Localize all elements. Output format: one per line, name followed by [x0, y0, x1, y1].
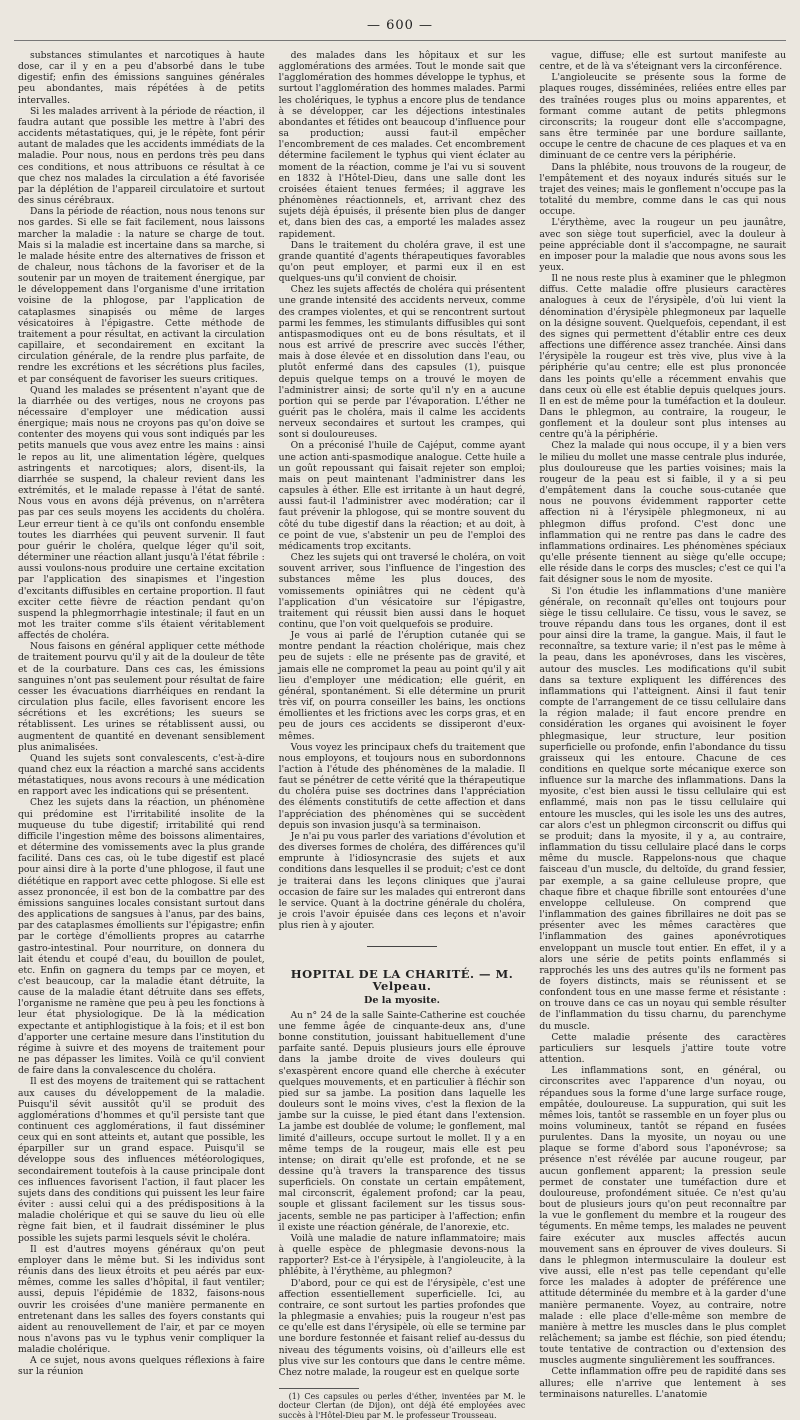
section-subtitle: De la myosite.	[364, 994, 441, 1006]
paragraph: Cette inflammation offre peu de rapidité dans ses allures; elle n'arrive que lentement à ses terminaisons naturelles. L'anatomie	[539, 1366, 787, 1400]
paragraph: Je n'ai pu vous parler des variations d'évolution et des diverses formes de choléra, des différences qu'il emprunte à l'idiosyncrasie des sujets et aux conditions dans lesquelles il se produit; c'est ce dont je traiterai dans les leçons cliniques que j'aurai occasion de faire sur les malades qui entreront dans le service. Quant à la doctrine générale du choléra, je crois l'avoir épuisée dans ces leçons et n'avoir plus rien à y ajouter.	[278, 830, 526, 932]
paragraph: Vous voyez les principaux chefs du traitement que nous employons, et toujours nous en subordonnons l'action à l'étude des phénomènes de la maladie. Il faut se pénétrer de cette vérité que la thérapeutique du choléra puise ses doctrines dans l'appréciation des éléments constitutifs de cette affection et dans l'appréciation des phénomènes qui se succèdent depuis son invasion jusqu'à sa terminaison.	[278, 741, 526, 831]
paragraph: Chez les sujets affectés de choléra qui présentent une grande intensité des accidents nerveux, comme des crampes violentes, et qui se rencontrent surtout parmi les femmes, les stimulants diffusibles qui sont antispasmodiques ont eu de bons résultats, et il nous est arrivé de prescrire avec succès l'éther, mais à dose élevée et en dissolution dans l'eau, ou plutôt enfermé dans des capsules (1), puisque depuis quelque temps on a trouvé le moyen de l'administrer ainsi; de sorte qu'il n'y en a aucune portion qui se perde par l'évaporation. L'éther ne guérit pas le choléra, mais il calme les accidents nerveux secondaires et surtout les crampes, qui sont si douloureuses.	[278, 284, 526, 441]
page-number: — 600 —	[366, 18, 434, 33]
section-ornament	[279, 941, 526, 949]
footnote	[279, 1392, 526, 1420]
column-left	[18, 50, 265, 1378]
paragraph: Dans le traitement du choléra grave, il est une grande quantité d'agents thérapeutiques favorables qu'on peut employer, et parmi eux il en est quelques-uns qu'il convient de choisir.	[278, 239, 526, 285]
paragraph: Si l'on étudie les inflammations d'une manière générale, on reconnaît qu'elles ont toujours pour siège le tissu cellulaire. Ce tissu, vous le savez, se trouve répandu dans tous les organes, dont il est pour ainsi dire la trame, la gangue. Mais, il faut le reconnaître, sa texture varie; il n'est pas le même à la peau, dans les aponévroses, dans les viscères, autour des muscles. Les modifications qu'il subit dans sa texture expliquent les différences des inflammations qui l'atteignent. Ainsi il faut tenir compte de l'arrangement de ce tissu cellulaire dans la région malade; il faut encore prendre en considération les organes qui avoisinent le foyer phlegmasique, leur structure, leur position superficielle ou profonde, enfin l'abondance du tissu graisseux qui les entoure. Chacune de ces conditions en quelque sorte mécanique exerce son influence sur la marche des inflammations. Dans la myosite, c'est bien aussi le tissu cellulaire qui est enflammé, mais non pas le tissu cellulaire qui entoure les muscles, qui les isole les uns des autres, car alors c'est un phlegmon circonscrit ou diffus qui se produit; dans la myosite, il y a, au contraire, inflammation du tissu cellulaire placé dans le corps même du muscle. Rappelons-nous que chaque faisceau d'un muscle, du deltoïde, du grand fessier, par exemple, a sa gaine celluleuse propre, que chaque fibre et chaque fibrille sont entourées d'une enveloppe celluleuse. On comprend que l'inflammation des gaines fibrillaires ne doit pas se présenter avec les mêmes caractères que l'inflammation des gaines aponévrotiques enveloppant un muscle tout entier. En effet, il y a alors une série de petits points enflammés si rapprochés les uns des autres qu'ils ne forment pas de foyers distincts, mais se réunissent et se confondent tous en une masse ferme et résistante : on trouve dans ce cas un noyau qui semble résulter de l'inflammation du tissu charnu, du parenchyme du muscle.	[539, 585, 787, 1032]
column-middle	[278, 50, 526, 1420]
paragraph: Quand les malades se présentent n'ayant que de la diarrhée ou des vertiges, nous ne croyons pas nécessaire d'employer une médication aussi énergique; mais nous ne croyons pas qu'on doive se contenter des moyens qui vous sont indiqués par les petits manuels que vous avez entre les mains : ainsi le repos au lit, une alimentation légère, quelques astringents et narcotiques; alors, disent-ils, la diarrhée se suspend, la chaleur revient dans les extrémités, et le malade repasse à l'état de santé. Nous vous en avons déjà prévenus, on n'arrêtera pas par ces seuls moyens les accidents du choléra. Leur erreur tient à ce qu'ils ont confondu ensemble toutes les diarrhées qui peuvent survenir. Il faut pour guérir le choléra, quelque léger qu'il soit, déterminer une réaction allant jusqu'à l'état fébrile : aussi voulons-nous produire une certaine excitation par l'application des sinapismes et l'ingestion d'excitants diffusibles en certaine proportion. Il faut exciter cette fièvre de réaction pendant qu'on suspend la phlegmorrhagie intestinale; il faut en un mot les traiter comme s'ils étaient véritablement affectés de choléra.	[18, 384, 265, 642]
paragraph: Il est d'autres moyens généraux qu'on peut employer dans le même but. Si les individus sont réunis dans des lieux étroits et peu aérés par eux-mêmes, comme les salles d'hôpital, il faut ventiler; aussi, depuis l'épidémie de 1832, faisons-nous ouvrir les croisées d'une manière permanente en entretenant dans les salles des foyers constants qui aident au renouvellement de l'air, et par ce moyen nous n'avons pas vu le typhus venir compliquer la maladie cholérique.	[18, 1243, 265, 1356]
header-rule	[14, 40, 786, 41]
paragraph: Quand les sujets sont convalescents, c'est-à-dire quand chez eux la réaction a marché sans accidents métastatiques, nous avons recours à une médication en rapport avec les indications qui se présentent.	[18, 752, 265, 798]
paragraph: des malades dans les hôpitaux et sur les agglomérations des armées. Tout le monde sait que l'agglomération des hommes développe le typhus, et surtout l'agglomération des hommes malades. Parmi les cholériques, le typhus a encore plus de tendance à se développer, car les déjections intestinales abondantes et fétides ont beaucoup d'influence pour sa production; aussi faut-il empêcher l'encombrement de ces malades. Cet encombrement détermine facilement le typhus qui vient éclater au moment de la réaction, comme je l'ai vu si souvent en 1832 à l'Hôtel-Dieu, dans une salle dont les croisées étaient tenues fermées; il aggrave les phénomènes réactionnels, et, arrivant chez des sujets déjà épuisés, il présente bien plus de danger et, dans bien des cas, a emporté les malades assez rapidement.	[278, 50, 526, 240]
paragraph: Chez la malade qui nous occupe, il y a bien vers le milieu du mollet une masse centrale plus indurée, plus douloureuse que les parties voisines; mais la rougeur de la peau est si faible, il y a si peu d'empâtement dans la couche sous-cutanée que nous ne pouvons évidemment rapporter cette affection ni à l'érysipèle phlegmoneux, ni au phlegmon diffus profond. C'est donc une inflammation qui ne rentre pas dans le cadre des inflammations ordinaires. Les phénomènes spéciaux qu'elle présente tiennent au siège qu'elle occupe; elle réside dans le corps des muscles; c'est ce qui l'a fait désigner sous le nom de myosite.	[539, 440, 787, 586]
paragraph: A ce sujet, nous avons quelques réflexions à faire sur la réunion	[18, 1355, 265, 1378]
paragraph: vague, diffuse; elle est surtout manifeste au centre, et de là va s'éteignant vers la circonférence.	[539, 50, 787, 73]
footnote-rule	[279, 1388, 359, 1389]
paragraph: Je vous ai parlé de l'éruption cutanée qui se montre pendant la réaction cholérique, mais chez peu de sujets : elle ne présente pas de gravité, et jamais elle ne compromet la peau au point qu'il y ait lieu d'employer une médication; elle guérit, en général, spontanément. Si elle détermine un prurit très vif, on pourra conseiller les bains, les onctions émollientes et les frictions avec les corps gras, et en peu de jours ces accidents se dissiperont d'eux-mêmes.	[278, 630, 526, 742]
text-columns	[18, 50, 787, 1420]
paragraph: substances stimulantes et narcotiques à haute dose, car il y en a peu d'absorbé dans le tube digestif; enfin des émissions sanguines générales peu abondantes, mais répétées à de petits intervalles.	[18, 50, 265, 106]
paragraph: Si les malades arrivent à la période de réaction, il faudra autant que possible les mettre à l'abri des accidents métastatiques, qui, je le répète, font périr autant de malades que les accidents immédiats de la maladie. Pour nous, nous en perdons très peu dans ces conditions, et nous attribuons ce résultat à ce que chez nos malades la circulation a été favorisée par la déplétion de l'appareil circulatoire et surtout des sinus cérébraux.	[18, 105, 265, 207]
paragraph: Dans la phlébite, nous trouvons de la rougeur, de l'empâtement et des noyaux indurés situés sur le trajet des veines; mais le gonflement n'occupe pas la totalité du membre, comme dans le cas qui nous occupe.	[539, 161, 787, 218]
paragraph: L'érythème, avec la rougeur un peu jaunâtre, avec son siège tout superficiel, avec la douleur à peine appréciable dont il s'accompagne, ne saurait en imposer pour la maladie que nous avons sous les yeux.	[539, 217, 787, 273]
column-right	[539, 50, 787, 1400]
paragraph: Voilà une maladie de nature inflammatoire; mais à quelle espèce de phlegmasie devons-nous la rapporter? Est-ce à l'érysipèle, à l'angioleucite, à la phlébite, à l'érythème, au phlegmon?	[278, 1232, 526, 1278]
paragraph: Les inflammations sont, en général, ou circonscrites avec l'apparence d'un noyau, ou répandues sous la forme d'une large surface rouge, empâtée, douloureuse. La suppuration, qui suit les mêmes lois, tantôt se rassemble en un foyer plus ou moins volumineux, tantôt se répand en fusées purulentes. Dans la myosite, un noyau ou une plaque se forme d'abord sous l'aponévrose; sa présence n'est révélée par aucune rougeur, par aucun gonflement apparent; la pression seule permet de constater une tuméfaction dure et douloureuse, profondément située. Ce n'est qu'au bout de plusieurs jours qu'on peut reconnaître par la vue le gonflement du membre et la rougeur des téguments. En même temps, les malades ne peuvent faire exécuter aux muscles affectés aucun mouvement sans en éprouver de vives douleurs. Si dans le phlegmon intermusculaire la douleur est vive aussi, elle n'est pas telle cependant qu'elle force les malades à adopter de préférence une attitude déterminée du membre et à la garder d'une manière permanente. Voyez, au contraire, notre malade : elle place d'elle-même son membre de manière à mettre les muscles dans le plus complet relâchement; sa jambe est fléchie, son pied étendu; toute tentative de contraction ou d'extension des muscles augmente singulièrement les souffrances.	[539, 1065, 787, 1367]
paragraph: L'angioleucite se présente sous la forme de plaques rouges, disséminées, reliées entre elles par des traînées rouges plus ou moins apparentes, et formant comme autant de petits phlegmons circonscrits; la rougeur dont elle s'accompagne, sans être terminée par une bordure saillante, occupe le centre de chacune de ces plaques et va en diminuant de ce centre vers la périphérie.	[539, 72, 787, 162]
paragraph: Il ne nous reste plus à examiner que le phlegmon diffus. Cette maladie offre plusieurs caractères analogues à ceux de l'érysipèle, d'où lui vient la dénomination d'érysipèle phlegmoneux par laquelle on la désigne souvent. Quelquefois, cependant, il est des signes qui permettent d'établir entre ces deux affections une différence assez tranchée. Ainsi dans l'érysipèle la rougeur est très vive, plus vive à la périphérie qu'au centre; elle est plus prononcée dans les points qu'elle a récemment envahis que dans ceux où elle est établie depuis quelques jours. Il en est de même pour la tuméfaction et la douleur. Dans le phlegmon, au contraire, la rougeur, le gonflement et la douleur sont plus intenses au centre qu'à la périphérie.	[539, 273, 787, 441]
footnote-text: (1) Ces capsules ou perles d'éther, inventées par M. le docteur Clertan (de Dijon), ont déjà été employées avec succès à l'Hôtel-Dieu par M. le professeur Trousseau.	[278, 1391, 526, 1420]
paragraph: Nous faisons en général appliquer cette méthode de traitement pourvu qu'il y ait de la douleur de tête et de la courbature. Dans ces cas, les émissions sanguines n'ont pas seulement pour résultat de faire cesser les évacuations diarrhéiques en rendant la circulation plus facile, elles favorisent encore les sécrétions et les excrétions; les sueurs se rétablissent. Les urines se rétablissent aussi, ou augmentent de quantité en devenant sensiblement plus animalisées.	[18, 641, 265, 753]
paragraph: Chez les sujets dans la réaction, un phénomène qui prédomine est l'irritabilité insolite de la muqueuse du tube digestif; irritabilité qui rend difficile l'ingestion même des boissons alimentaires, et détermine des vomissements avec la plus grande facilité. Dans ces cas, où le tube digestif est placé pour ainsi dire à la porte d'une phlogose, il faut une diététique en rapport avec cette phlogose. Si elle est assez prononcée, il est bon de la combattre par des émissions sanguines locales consistant surtout dans des applications de sangsues à l'anus, par des bains, par des cataplasmes émollients sur l'épigastre; enfin par le cortège d'émollients propres au catarrhe gastro-intestinal. Pour nourriture, on donnera du lait étendu et coupé d'eau, du bouillon de poulet, etc. Enfin on gagnera du temps par ce moyen, et c'est beaucoup, car la maladie étant détruite, la cause de la maladie étant détruite dans ses effets, l'organisme ne ramène que peu à peu les fonctions à leur état physiologique. De là la médication expectante et antiphlogistique à la fois; et il est bon d'apporter une certaine mesure dans l'institution du régime à suivre et des moyens de traitement pour ne pas dépasser les limites. Voilà ce qu'il convient de faire dans la convalescence du choléra.	[18, 797, 265, 1077]
page-header	[14, 6, 786, 32]
paragraph: Il est des moyens de traitement qui se rattachent aux causes du développement de la maladie. Puisqu'il sévit aussitôt qu'il se produit des agglomérations d'hommes et qu'il persiste tant que continuent ces agglomérations, il faut disséminer ceux qui en sont atteints et, autant que possible, les éparpiller sur un grand espace. Puisqu'il se développe sous des influences météorologiques, secondairement toutefois à la cause principale dont ces influences favorisent l'action, il faut placer les sujets dans des conditions qui puissent les leur faire éviter : aussi celui qui a des prédispositions à la maladie cholérique et qui se sauve du lieu où elle règne fait bien, et il faudrait disséminer le plus possible les sujets parmi lesquels sévit le choléra.	[18, 1076, 265, 1244]
paragraph: Dans la période de réaction, nous nous tenons sur nos gardes. Si elle se fait facilement, nous laissons marcher la maladie : la nature se charge de tout. Mais si la maladie est incertaine dans sa marche, si le malade hésite entre des alternatives de frisson et de chaleur, nous tâchons de la favoriser et de la soutenir par un moyen de traitement énergique, par le développement dans l'organisme d'une irritation voisine de la phlogose, par l'application de cataplasmes sinapisés ou même de larges vésicatoires à l'épigastre. Cette méthode de traitement a pour résultat, en activant la circulation capillaire, et secondairement en excitant la circulation générale, de la rendre plus parfaite, de rendre les excrétions et les sécrétions plus faciles, et par conséquent de favoriser les sueurs critiques.	[18, 206, 265, 385]
paragraph: Au n° 24 de la salle Sainte-Catherine est couchée une femme âgée de cinquante-deux ans, d'une bonne constitution, jouissant habituellement d'une parfaite santé. Depuis plusieurs jours elle éprouve dans la jambe droite de vives douleurs qui s'exaspèrent encore quand elle cherche à exécuter quelques mouvements, et en particulier à fléchir son pied sur sa jambe. La position dans laquelle les douleurs sont le moins vives, c'est la flexion de la jambe sur la cuisse, le pied étant dans l'extension. La jambe est doublée de volume; le gonflement, mal limité d'ailleurs, occupe surtout le mollet. Il y a en même temps de la rougeur, mais elle est peu intense; on dirait qu'elle est profonde, et ne se dessine qu'à travers la transparence des tissus superficiels. On constate un certain empâtement, mal circonscrit, également profond; car la peau, souple et glissant facilement sur les tissus sous-jacents, semble ne pas participer à l'affection; enfin il existe une réaction générale, de l'anorexie, etc.	[278, 1009, 526, 1233]
paragraph: D'abord, pour ce qui est de l'érysipèle, c'est une affection essentiellement superficielle. Ici, au contraire, ce sont surtout les parties profondes que la phlegmasie a envahies; puis la rougeur n'est pas ce qu'elle est dans l'érysipèle, où elle se termine par une bordure festonnée et faisant relief au-dessus du niveau des téguments voisins, où d'ailleurs elle est plus vive sur les contours que dans le centre même. Chez notre malade, la rougeur est en quelque sorte	[278, 1277, 526, 1378]
paragraph: Chez les sujets qui ont traversé le choléra, on voit souvent arriver, sous l'influence de l'ingestion des substances même les plus douces, des vomissements opiniâtres qui ne cèdent qu'à l'application d'un vésicatoire sur l'épigastre, traitement qui réussit bien aussi dans le hoquet continu, que l'on voit quelquefois se produire.	[278, 552, 526, 630]
paragraph: Cette maladie présente des caractères particuliers sur lesquels j'attire toute votre attention.	[539, 1031, 787, 1066]
paragraph: On a préconisé l'huile de Cajéput, comme ayant une action anti-spasmodique analogue. Cette huile a un goût repoussant qui faisait rejeter son emploi; mais on peut maintenant l'administrer dans les capsules à éther. Elle est irritante à un haut degré, aussi faut-il l'administrer avec modération; car il faut prévenir la phlogose, qui se montre souvent du côté du tube digestif dans la réaction; et au doit, à ce point de vue, s'abstenir un peu de l'emploi des médicaments trop excitants.	[278, 440, 526, 552]
section-title: HOPITAL DE LA CHARITÉ. — M. Velpeau.	[290, 967, 514, 993]
